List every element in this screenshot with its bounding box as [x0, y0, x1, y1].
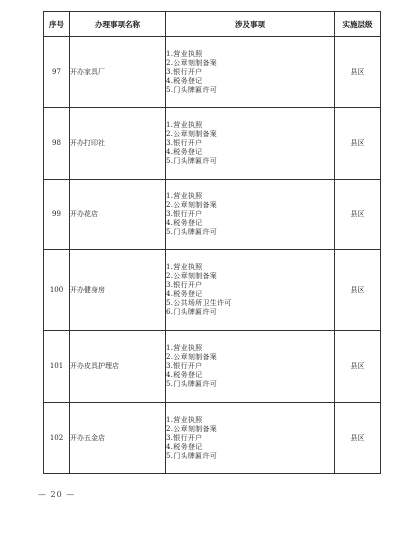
- item-line: 5.门头牌匾许可: [166, 380, 218, 388]
- matters-table: [43, 11, 381, 474]
- header-level: 实施层级: [335, 12, 381, 37]
- item-line: 2.公章刻制备案: [166, 201, 218, 209]
- item-line: 5.门头牌匾许可: [166, 228, 218, 236]
- row-number: 98: [44, 108, 70, 180]
- matter-name: 开办花店: [70, 180, 166, 250]
- table-body: [44, 37, 381, 474]
- item-line: 4.税务登记: [166, 76, 203, 85]
- implementation-level: 县区: [335, 331, 381, 403]
- matter-name: 开办皮具护理店: [70, 331, 166, 403]
- header-name: 办理事项名称: [70, 12, 166, 37]
- table-row: [44, 403, 381, 474]
- page-number: — 20 —: [38, 490, 76, 499]
- item-line: 3.银行开户: [166, 433, 203, 442]
- item-line: 2.公章刻制备案: [166, 272, 218, 280]
- row-number: 99: [44, 180, 70, 250]
- item-line: 4.税务登记: [166, 148, 203, 156]
- item-line: 4.税务登记: [166, 442, 203, 451]
- item-line: 3.银行开户: [166, 139, 203, 147]
- item-line: 2.公章刻制备案: [166, 353, 218, 361]
- table-row: [44, 331, 381, 403]
- implementation-level: 县区: [335, 180, 381, 250]
- table-row: [44, 250, 381, 331]
- row-number: 101: [44, 331, 70, 403]
- header-num: 序号: [44, 12, 70, 37]
- item-line: 2.公章刻制备案: [166, 130, 218, 138]
- item-line: 4.税务登记: [166, 219, 203, 227]
- item-line: 3.银行开户: [166, 67, 203, 76]
- implementation-level: 县区: [335, 108, 381, 180]
- item-line: 3.银行开户: [166, 281, 203, 289]
- item-line: 1.营业执照: [166, 49, 203, 58]
- item-line: 1.营业执照: [166, 344, 203, 352]
- involved-items: [166, 250, 335, 331]
- item-line: 1.营业执照: [166, 415, 203, 424]
- item-line: 1.营业执照: [166, 192, 203, 200]
- matter-name: 开办家具厂: [70, 37, 166, 108]
- item-line: 4.税务登记: [166, 371, 203, 379]
- item-line: 3.银行开户: [166, 210, 203, 218]
- row-number: 102: [44, 403, 70, 474]
- involved-items: [166, 180, 335, 250]
- implementation-level: 县区: [335, 250, 381, 331]
- item-line: 5.门头牌匾许可: [166, 157, 218, 165]
- involved-items: [166, 403, 335, 474]
- header-row: [44, 12, 381, 37]
- item-line: 2.公章刻制备案: [166, 424, 218, 433]
- table-row: [44, 180, 381, 250]
- table-row: [44, 108, 381, 180]
- item-line: 1.营业执照: [166, 121, 203, 129]
- header-items: 涉及事项: [166, 12, 335, 37]
- item-line: 5.公共场所卫生许可: [166, 299, 232, 307]
- implementation-level: 县区: [335, 403, 381, 474]
- item-line: 4.税务登记: [166, 290, 203, 298]
- matter-name: 开办五金店: [70, 403, 166, 474]
- item-line: 5.门头牌匾许可: [166, 85, 218, 94]
- row-number: 97: [44, 37, 70, 108]
- implementation-level: 县区: [335, 37, 381, 108]
- table-row: [44, 37, 381, 108]
- item-line: 2.公章刻制备案: [166, 58, 218, 67]
- item-line: 3.银行开户: [166, 362, 203, 370]
- matter-name: 开办健身房: [70, 250, 166, 331]
- item-line: 5.门头牌匾许可: [166, 451, 218, 460]
- item-line: 1.营业执照: [166, 263, 203, 271]
- row-number: 100: [44, 250, 70, 331]
- matter-name: 开办打印社: [70, 108, 166, 180]
- involved-items: [166, 108, 335, 180]
- item-line: 6.门头牌匾许可: [166, 308, 218, 316]
- involved-items: [166, 37, 335, 108]
- involved-items: [166, 331, 335, 403]
